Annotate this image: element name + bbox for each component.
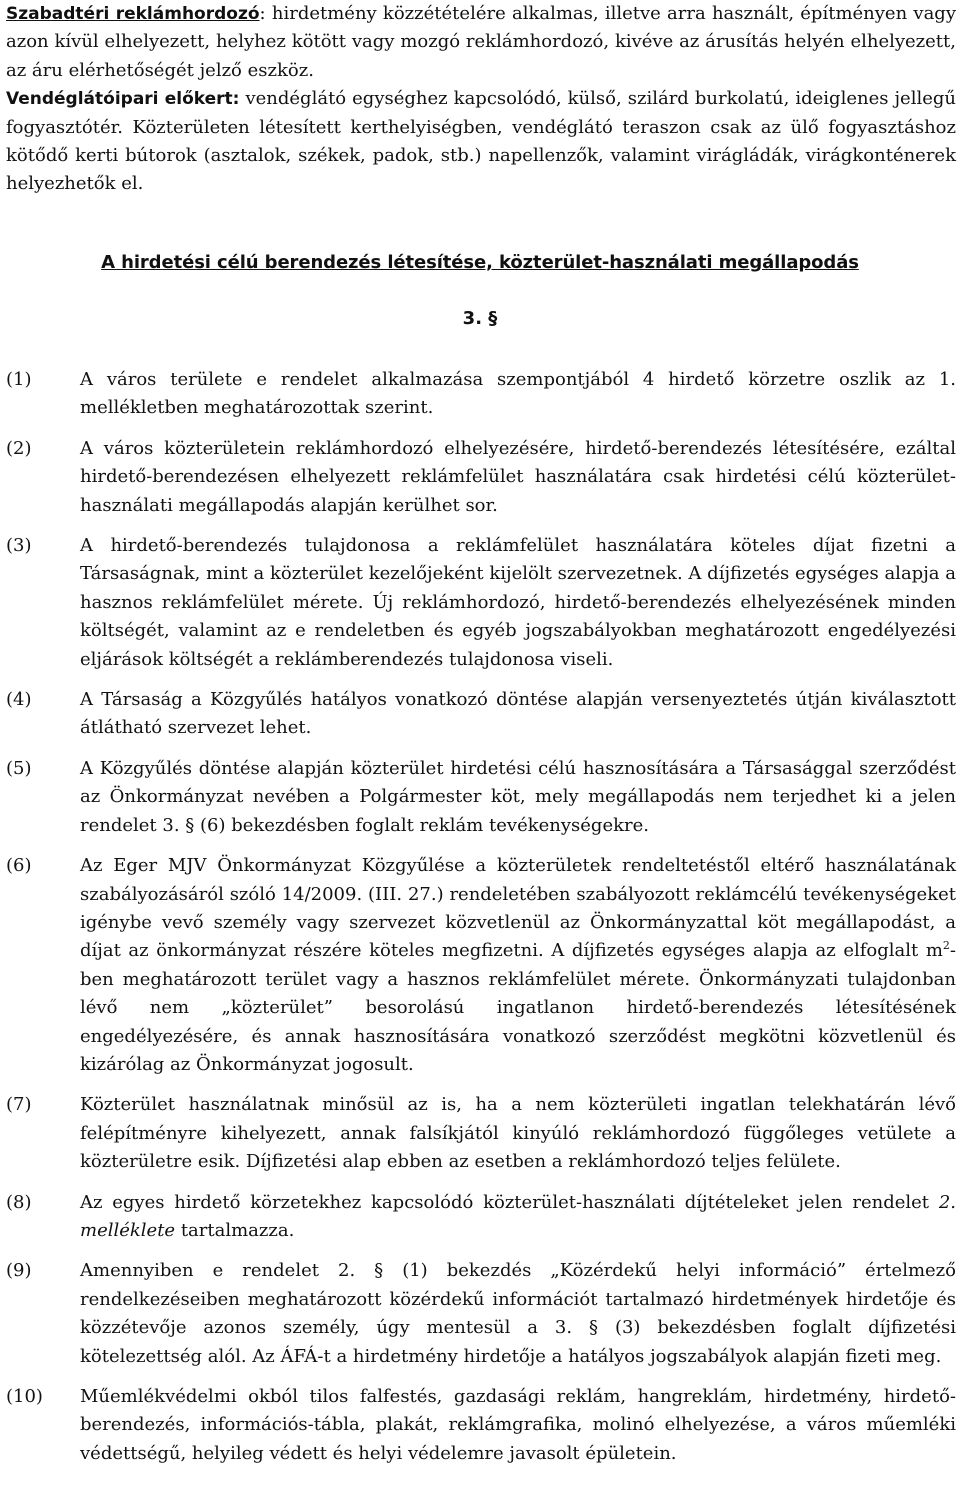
definition-separator: : <box>259 3 266 24</box>
paragraph <box>6 1257 956 1371</box>
definition-term: Szabadtéri reklámhordozó <box>6 4 260 24</box>
paragraph-number: (6) <box>6 855 32 877</box>
paragraph <box>6 532 956 674</box>
definition-text: hirdetmény közzétételére alkalmas, illetve arra használt, építményen vagy azon kívül elhelyezett, helyhez kötött vagy mozgó reklámhordozó, kivéve az árusítás helyén elhelyezett, az áru elérhetőségét jelző eszköz. <box>6 3 956 81</box>
paragraph <box>6 435 956 520</box>
paragraph-text-part: Az Eger MJV Önkormányzat Közgyűlése a közterületek rendeltetéstől eltérő használatának szabályozásáról szóló 14/2009. (III. 27.) rendeletében szabályozott reklámcélú tevékenységeket igénybe vevő személy vagy szervezet közvetlenül az Önkormányzattal köt megállapodást, a díjat az önkormányzat részére köteles megfizetni. A díjfizetés egységes alapja az elfoglalt m <box>80 855 956 962</box>
paragraph-number: (1) <box>6 369 32 390</box>
definition-text: vendéglátó egységhez kapcsolódó, külső, szilárd burkolatú, ideiglenes jellegű fogyasztótér. Közterületen létesített kerthelyiségben, vendéglátó teraszon csak az ülő fogyasztáshoz kötődő kerti bútorok (asztalok, székek, padok, stb.) napellenzők, valamint virágládák, virágkonténerek helyezhetők el. <box>6 88 956 195</box>
paragraph-text: A Társaság a Közgyűlés hatályos vonatkozó döntése alapján versenyeztetés útján kiválasztott átlátható szervezet lehet. <box>80 689 956 739</box>
paragraph <box>6 852 956 1079</box>
paragraph-number: (9) <box>6 1260 32 1282</box>
paragraph-text: A Közgyűlés döntése alapján közterület hirdetési célú hasznosítására a Társasággal szerződést az Önkormányzat nevében a Polgármester köt, mely megállapodás nem terjedhet ki a jelen rendelet 3. § (6) bekezdésben foglalt reklám tevékenységekre. <box>80 757 956 836</box>
paragraph <box>6 755 956 840</box>
paragraph <box>6 1383 956 1468</box>
paragraph-number: (10) <box>6 1386 43 1407</box>
paragraph-text: Műemlékvédelmi okból tilos falfestés, gazdasági reklám, hangreklám, hirdetmény, hirdető-berendezés, információs-tábla, plakát, reklámgrafika, molinó elhelyezése, a város műemléki védettségű, helyileg védett és helyi védelemre javasolt épületein. <box>80 1386 956 1464</box>
definition-term: Vendéglátóipari előkert: <box>6 89 240 110</box>
definition-front-garden <box>6 85 956 199</box>
paragraph <box>6 366 956 423</box>
paragraph-number: (2) <box>6 437 32 459</box>
paragraph-text: A város területe e rendelet alkalmazása szempontjából 4 hirdető körzetre oszlik az 1. mellékletben meghatározottak szerint. <box>80 369 956 419</box>
paragraph-text-part: Az egyes hirdető körzetekhez kapcsolódó közterület-használati díjtételeket jelen rendelet <box>80 1191 939 1213</box>
paragraph-text: Közterület használatnak minősül az is, ha a nem közterületi ingatlan telekhatárán lévő felépítményre kihelyezett, annak falsíkjától kinyúló reklámhordozó függőleges vetülete a közterületre esik. Díjfizetési alap ebben az esetben a reklámhordozó teljes felülete. <box>80 1094 956 1173</box>
paragraph-text <box>80 852 956 1079</box>
section-title: A hirdetési célú berendezés létesítése, közterület-használati megállapodás <box>101 252 859 273</box>
paragraph-text: A hirdető-berendezés tulajdonosa a reklámfelület használatára köteles díjat fizetni a Társaságnak, mint a közterület kezelőjeként kijelölt szervezetnek. A díjfizetés egységes alapja a hasznos reklámfelület mérete. Új reklámhordozó, hirdető-berendezés elhelyezésének minden költségét, valamint az e rendeletben és egyéb jogszabályokban meghatározott engedélyezési eljárások költségét a reklámberendezés tulajdonosa viseli. <box>80 535 956 670</box>
paragraph-number: (7) <box>6 1094 32 1116</box>
paragraph-number: (3) <box>6 535 32 557</box>
definition-outdoor-advertising <box>6 0 956 85</box>
paragraph-text-part: tartalmazza. <box>175 1219 295 1241</box>
paragraph-number: (5) <box>6 757 32 779</box>
paragraph-list <box>6 366 956 1468</box>
superscript: 2 <box>942 939 950 953</box>
paragraph-text <box>80 1189 956 1246</box>
paragraph <box>6 1189 956 1246</box>
paragraph-number: (8) <box>6 1191 32 1213</box>
section-number: 3. § <box>462 308 498 329</box>
document-page <box>6 0 956 199</box>
paragraph-text: Amennyiben e rendelet 2. § (1) bekezdés „Közérdekű helyi információ” értelmező rendelkezéseiben meghatározott közérdekű információt tartalmazó hirdetmények hirdetője és közzétevője azonos személy, úgy mentesül a 3. § (3) bekezdésben foglalt díjfizetési kötelezettség alól. Az ÁFÁ-t a hirdetmény hirdetője a hatályos jogszabályok alapján fizeti meg. <box>80 1260 956 1367</box>
paragraph <box>6 1091 956 1176</box>
paragraph-text: A város közterületein reklámhordozó elhelyezésére, hirdető-berendezés létesítésére, ezáltal hirdető-berendezésen elhelyezett reklámfelület használatára csak hirdetési célú közterület-használati megállapodás alapján kerülhet sor. <box>80 437 956 516</box>
paragraph-text-part: -ben meghatározott terület vagy a hasznos reklámfelület mérete. Önkormányzati tulajdonban lévő nem „közterület” besorolású ingatlanon hirdető-berendezés létesítésének engedélyezésére, és annak hasznosítására vonatkozó szerződést megkötni közvetlenül és kizárólag az Önkormányzat jogosult. <box>80 940 956 1075</box>
paragraph <box>6 686 956 743</box>
paragraph-number: (4) <box>6 689 32 711</box>
annex-reference: 2. melléklete <box>80 1191 956 1241</box>
